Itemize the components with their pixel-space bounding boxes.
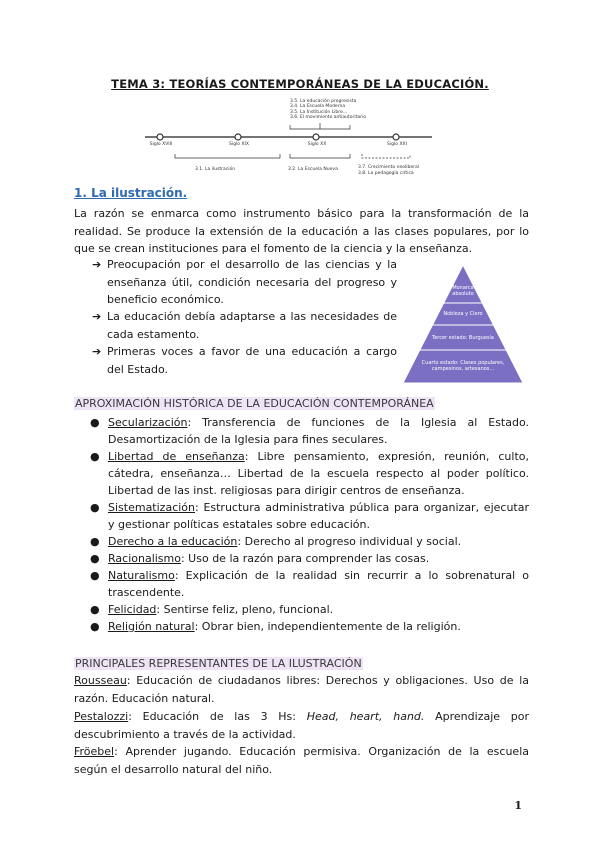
timeline-bottom-note: 3.1. La ilustración (195, 167, 236, 172)
bullet-term: Felicidad (108, 603, 157, 616)
bullet-text (108, 567, 529, 601)
section-heading-representantes (74, 656, 529, 672)
timeline-top-note: 3.4. La Escuela Moderna (290, 104, 346, 110)
bullet-icon: ● (90, 416, 100, 429)
social-pyramid (401, 263, 525, 385)
section-heading-ilustracion: 1. La ilustración. (74, 186, 188, 200)
bullet-description: : Libre pensamiento, expresión, reunión, culto, cátedra, enseñanza… Libertad de la escuela respecto al poder político. Libertad de las inst. religiosas para dirigir centros de enseñanza. (108, 450, 529, 497)
bullet-term: Religión natural (108, 620, 195, 633)
bullet-item (90, 567, 529, 601)
bullet-term: Libertad de enseñanza (108, 450, 245, 463)
representante-entry (74, 708, 529, 743)
representante-emphasis: Head, heart, hand. (306, 710, 425, 723)
bullet-description: : Derecho al progreso individual y social. (237, 535, 462, 548)
bullet-icon: ● (90, 535, 100, 548)
timeline-point: Siglo XXI (387, 142, 407, 147)
bullet-item (90, 533, 529, 550)
timeline-top-note: 3.6. El movimiento antiautoritario (290, 115, 367, 121)
bullet-text (108, 601, 529, 618)
bullet-icon: ● (90, 501, 100, 514)
representante-entry (74, 743, 529, 778)
arrow-list-item (92, 256, 397, 309)
page-title: TEMA 3: TEORÍAS CONTEMPORÁNEAS DE LA EDUCACIÓN. (111, 77, 489, 91)
arrow-item-text: La educación debía adaptarse a las necesidades de cada estamento. (107, 310, 397, 341)
timeline-top-notes (290, 99, 366, 121)
bullet-item (90, 499, 529, 533)
arrow-icon: ➔ (92, 345, 102, 358)
page-number: 1 (514, 799, 522, 812)
bullet-text (108, 499, 529, 533)
section-heading-text: APROXIMACIÓN HISTÓRICA DE LA EDUCACIÓN CONTEMPORÁNEA (75, 397, 434, 410)
bullet-text (108, 550, 529, 567)
pyramid-level-label: Nobleza y Clero (443, 311, 483, 317)
arrow-list-item (92, 343, 397, 378)
arrow-item-text: Preocupación por el desarrollo de las ciencias y la enseñanza útil, condición necesaria del progreso y beneficio económico. (107, 258, 397, 306)
bullet-description: : Uso de la razón para comprender las cosas. (180, 552, 430, 565)
timeline-top-note: 3.5. La Institución Libre... (290, 109, 348, 115)
representante-name: Rousseau (74, 674, 127, 687)
timeline-bottom-note: 3.2. La Escuela Nueva (288, 167, 338, 172)
arrow-list-item (92, 308, 397, 343)
bullet-term: Racionalismo (108, 552, 181, 565)
timeline-diagram (140, 97, 440, 177)
timeline-point: Siglo XVIII (149, 142, 173, 147)
representante-text: : Educación de ciudadanos libres: Derechos y obligaciones. Uso de la razón. Educación natural. (74, 674, 529, 705)
representante-text: : Educación de las 3 Hs: (128, 710, 307, 723)
bullet-item (90, 601, 529, 618)
timeline-bottom-note: 3.7. Crecimiento neoliberal (358, 165, 419, 170)
arrow-icon: ➔ (92, 310, 102, 323)
representante-entry (74, 672, 529, 707)
representante-text: : Aprender jugando. Educación permisiva. Organización de la escuela según el desarrollo natural del niño. (74, 745, 529, 776)
bullet-description: : Sentirse feliz, pleno, funcional. (156, 603, 334, 616)
bullet-description: : Transferencia de funciones de la Iglesia al Estado. Desamortización de la Iglesia para fines seculares. (108, 416, 529, 446)
bullet-icon: ● (90, 569, 100, 582)
bullet-item (90, 414, 529, 448)
bullet-icon: ● (90, 603, 100, 616)
representante-name: Fröebel (74, 745, 115, 758)
bullet-icon: ● (90, 450, 100, 463)
bullet-icon: ● (90, 552, 100, 565)
arrow-icon: ➔ (92, 258, 102, 271)
pyramid-level-label: Tercer estado: Burguesía (432, 335, 494, 341)
bullet-description: : Obrar bien, independientemente de la religión. (194, 620, 461, 633)
section-heading-text: PRINCIPALES REPRESENTANTES DE LA ILUSTRACIÓN (75, 657, 362, 670)
bullet-term: Derecho a la educación (108, 535, 238, 548)
bullet-item (90, 448, 529, 499)
bullet-text (108, 533, 529, 550)
bullet-text (108, 414, 529, 448)
representante-name: Pestalozzi (74, 710, 129, 723)
timeline-bottom-note: 3.8. La pedagogía crítica (358, 171, 414, 176)
bullet-icon: ● (90, 620, 100, 633)
bullet-description: : Estructura administrativa pública para organizar, ejecutar y gestionar políticas estatales sobre educación. (108, 501, 529, 531)
bullet-item (90, 550, 529, 567)
bullet-term: Naturalismo (108, 569, 175, 582)
bullet-description: : Explicación de la realidad sin recurrir a lo sobrenatural o trascendente. (108, 569, 529, 599)
bullet-text (108, 448, 529, 499)
pyramid-level-label: Monarca absoluto (452, 285, 474, 298)
timeline-top-note: 3.5. La educación progresista (290, 99, 357, 104)
pyramid-level-label: Cuarto estado: Clases populares, campesinos, artesanos... (421, 360, 505, 373)
timeline-point: Siglo XIX (229, 142, 249, 147)
section-heading-aproximacion (74, 396, 529, 412)
timeline-point: Siglo XX (307, 142, 327, 147)
bullet-term: Sistematización (108, 501, 195, 514)
representante-text-after: Aprendizaje por descubrimiento a través de la actividad. (74, 710, 529, 741)
bullet-item (90, 618, 529, 635)
intro-paragraph: La razón se enmarca como instrumento básico para la transformación de la realidad. Se produce la extensión de la educación a las clases populares, por lo que se crean instituciones para el fomento de la ciencia y la enseñanza. (74, 207, 529, 255)
arrow-item-text: Primeras voces a favor de una educación a cargo del Estado. (107, 345, 397, 376)
bullet-text (108, 618, 529, 635)
bullet-term: Secularización (108, 416, 188, 429)
